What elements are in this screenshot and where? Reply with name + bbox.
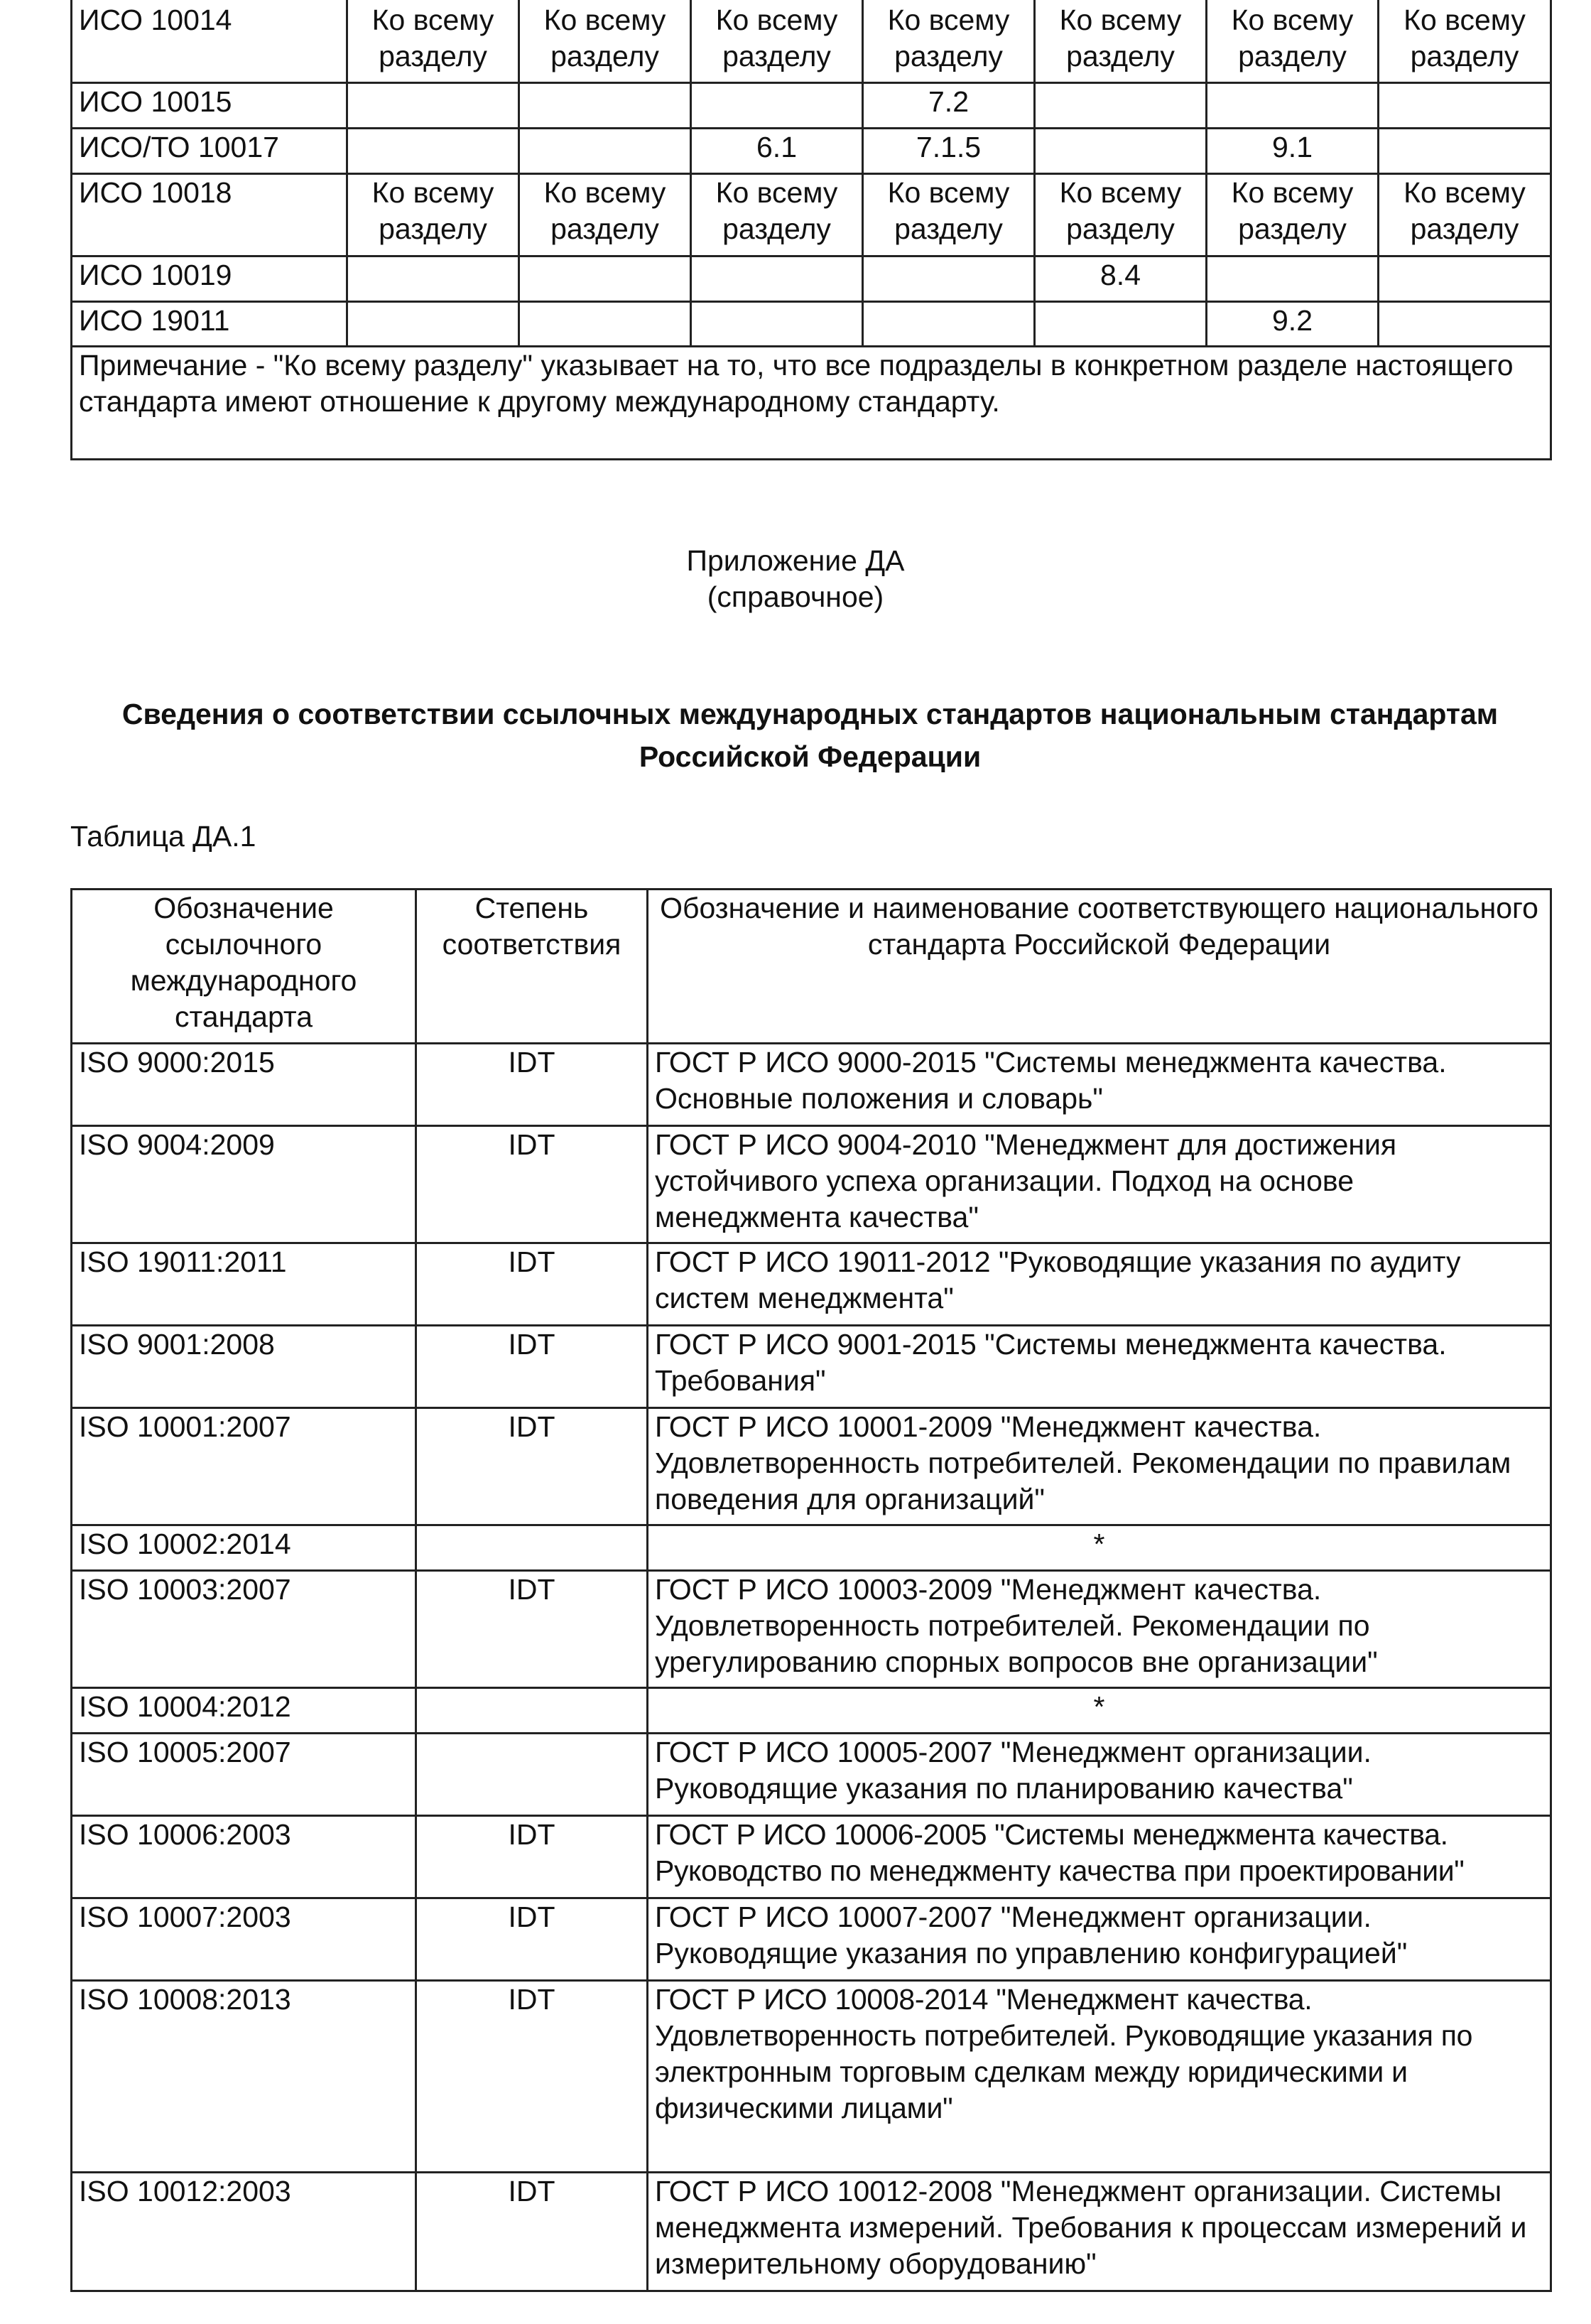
- table-row: [72, 1688, 1551, 1734]
- gost-cell: ГОСТ Р ИСО 9001-2015 "Системы менеджмента качества. Требования": [648, 1326, 1551, 1408]
- degree-cell: [416, 1688, 648, 1734]
- degree-cell: [416, 1525, 648, 1571]
- table-cell: [1379, 256, 1551, 302]
- table-cell: [1207, 83, 1379, 129]
- table-cell: 7.1.5: [863, 129, 1035, 174]
- section-title: Сведения о соответствии ссылочных международных стандартов национальным стандартам Российской Федерации: [121, 698, 1499, 773]
- gost-cell: *: [648, 1688, 1551, 1734]
- table-row: [72, 0, 1551, 83]
- iso-cell: ISO 10008:2013: [72, 1981, 416, 2173]
- iso-cell: ISO 10012:2003: [72, 2173, 416, 2291]
- table-row: [72, 2173, 1551, 2291]
- table-cell: Ко всему разделу: [347, 174, 519, 256]
- table-cell: 8.4: [1035, 256, 1207, 302]
- table-cell: [347, 256, 519, 302]
- row-label: ИСО 10014: [72, 0, 347, 83]
- table-row: [72, 1044, 1551, 1126]
- degree-cell: IDT: [416, 1243, 648, 1326]
- iso-cell: ISO 10005:2007: [72, 1734, 416, 1816]
- table-caption: Таблица ДА.1: [70, 820, 256, 853]
- degree-cell: IDT: [416, 2173, 648, 2291]
- table-cell: [519, 129, 691, 174]
- gost-cell: ГОСТ Р ИСО 10006-2005 "Системы менеджмента качества. Руководство по менеджменту качества при проектировании": [648, 1816, 1551, 1898]
- table-row: [72, 1126, 1551, 1243]
- header-iso-standard: Обозначение ссылочного международного стандарта: [72, 890, 416, 1044]
- table-cell: Ко всему разделу: [691, 0, 863, 83]
- gost-cell: ГОСТ Р ИСО 9000-2015 "Системы менеджмента качества. Основные положения и словарь": [648, 1044, 1551, 1126]
- table-cell: [691, 256, 863, 302]
- table-row: [72, 1898, 1551, 1981]
- table-row: [72, 174, 1551, 256]
- table-row: [72, 1243, 1551, 1326]
- table-cell: [863, 256, 1035, 302]
- table-cell: [1035, 302, 1207, 347]
- table-cell: [1035, 129, 1207, 174]
- table-cell: 6.1: [691, 129, 863, 174]
- iso-cell: ISO 10007:2003: [72, 1898, 416, 1981]
- row-label: ИСО 19011: [72, 302, 347, 347]
- row-label: ИСО 10018: [72, 174, 347, 256]
- standards-correspondence-table: [70, 0, 1552, 460]
- degree-cell: IDT: [416, 1898, 648, 1981]
- table-cell: Ко всему разделу: [691, 174, 863, 256]
- table-cell: Ко всему разделу: [863, 0, 1035, 83]
- iso-cell: ISO 9001:2008: [72, 1326, 416, 1408]
- table-cell: Ко всему разделу: [1379, 174, 1551, 256]
- iso-cell: ISO 9000:2015: [72, 1044, 416, 1126]
- table-cell: [863, 302, 1035, 347]
- table-row: [72, 1525, 1551, 1571]
- table-row: [72, 1816, 1551, 1898]
- degree-cell: IDT: [416, 1981, 648, 2173]
- iso-cell: ISO 10003:2007: [72, 1571, 416, 1688]
- table-cell: [1035, 83, 1207, 129]
- table-row: [72, 1734, 1551, 1816]
- iso-cell: ISO 9004:2009: [72, 1126, 416, 1243]
- appendix-subtitle: (справочное): [707, 580, 884, 613]
- table-note-row: [72, 347, 1551, 460]
- table-cell: 9.2: [1207, 302, 1379, 347]
- degree-cell: IDT: [416, 1408, 648, 1525]
- degree-cell: IDT: [416, 1326, 648, 1408]
- table-cell: [347, 129, 519, 174]
- degree-cell: IDT: [416, 1044, 648, 1126]
- table-cell: Ко всему разделу: [1207, 0, 1379, 83]
- row-label: ИСО/ТО 10017: [72, 129, 347, 174]
- table-row: [72, 1326, 1551, 1408]
- appendix-title: Приложение ДА: [686, 544, 905, 577]
- row-label: ИСО 10015: [72, 83, 347, 129]
- table-cell: 9.1: [1207, 129, 1379, 174]
- table-cell: Ко всему разделу: [347, 0, 519, 83]
- header-gost-standard: Обозначение и наименование соответствующего национального стандарта Российской Федерации: [648, 890, 1551, 1044]
- degree-cell: IDT: [416, 1571, 648, 1688]
- table-cell: Ко всему разделу: [863, 174, 1035, 256]
- gost-cell: ГОСТ Р ИСО 10012-2008 "Менеджмент организации. Системы менеджмента измерений. Требования к процессам измерений и измерительному оборудованию": [648, 2173, 1551, 2291]
- gost-cell: *: [648, 1525, 1551, 1571]
- table-cell: Ко всему разделу: [519, 174, 691, 256]
- gost-cell: ГОСТ Р ИСО 10003-2009 "Менеджмент качества. Удовлетворенность потребителей. Рекомендации по урегулированию спорных вопросов вне организации": [648, 1571, 1551, 1688]
- table-cell: [691, 83, 863, 129]
- row-label: ИСО 10019: [72, 256, 347, 302]
- header-degree: Степень соответствия: [416, 890, 648, 1044]
- table-cell: Ко всему разделу: [519, 0, 691, 83]
- table-cell: 7.2: [863, 83, 1035, 129]
- gost-cell: ГОСТ Р ИСО 10001-2009 "Менеджмент качества. Удовлетворенность потребителей. Рекомендации по правилам поведения для организаций": [648, 1408, 1551, 1525]
- table-row: [72, 1981, 1551, 2173]
- table-row: [72, 302, 1551, 347]
- iso-cell: ISO 10001:2007: [72, 1408, 416, 1525]
- appendix-heading: [0, 543, 1591, 615]
- table-cell: [347, 83, 519, 129]
- degree-cell: [416, 1734, 648, 1816]
- table-cell: [691, 302, 863, 347]
- table-cell: [1207, 256, 1379, 302]
- gost-cell: ГОСТ Р ИСО 10007-2007 "Менеджмент организации. Руководящие указания по управлению конфигурацией": [648, 1898, 1551, 1981]
- table-cell: [347, 302, 519, 347]
- gost-cell: ГОСТ Р ИСО 9004-2010 "Менеджмент для достижения устойчивого успеха организации. Подход на основе менеджмента качества": [648, 1126, 1551, 1243]
- table-header-row: [72, 890, 1551, 1044]
- table-cell: [1379, 83, 1551, 129]
- table-row: [72, 129, 1551, 174]
- table-cell: [1379, 129, 1551, 174]
- iso-cell: ISO 19011:2011: [72, 1243, 416, 1326]
- table-row: [72, 1571, 1551, 1688]
- table-cell: [1379, 302, 1551, 347]
- table-cell: [519, 83, 691, 129]
- table-note: Примечание - "Ко всему разделу" указывает на то, что все подразделы в конкретном разделе настоящего стандарта имеют отношение к другому международному стандарту.: [72, 347, 1551, 460]
- table-cell: [519, 302, 691, 347]
- gost-cell: ГОСТ Р ИСО 10008-2014 "Менеджмент качества. Удовлетворенность потребителей. Руководящие указания по электронным торговым сделкам между юридическими и физическими лицами": [648, 1981, 1551, 2173]
- table-cell: [519, 256, 691, 302]
- table-row: [72, 256, 1551, 302]
- iso-cell: ISO 10002:2014: [72, 1525, 416, 1571]
- table-row: [72, 83, 1551, 129]
- iso-cell: ISO 10004:2012: [72, 1688, 416, 1734]
- table-cell: Ко всему разделу: [1207, 174, 1379, 256]
- degree-cell: IDT: [416, 1816, 648, 1898]
- table-cell: Ко всему разделу: [1035, 0, 1207, 83]
- table-cell: Ко всему разделу: [1035, 174, 1207, 256]
- gost-cell: ГОСТ Р ИСО 19011-2012 "Руководящие указания по аудиту систем менеджмента": [648, 1243, 1551, 1326]
- table-row: [72, 1408, 1551, 1525]
- table-cell: Ко всему разделу: [1379, 0, 1551, 83]
- iso-cell: ISO 10006:2003: [72, 1816, 416, 1898]
- degree-cell: IDT: [416, 1126, 648, 1243]
- gost-cell: ГОСТ Р ИСО 10005-2007 "Менеджмент организации. Руководящие указания по планированию качества": [648, 1734, 1551, 1816]
- iso-gost-correspondence-table: [70, 888, 1552, 2292]
